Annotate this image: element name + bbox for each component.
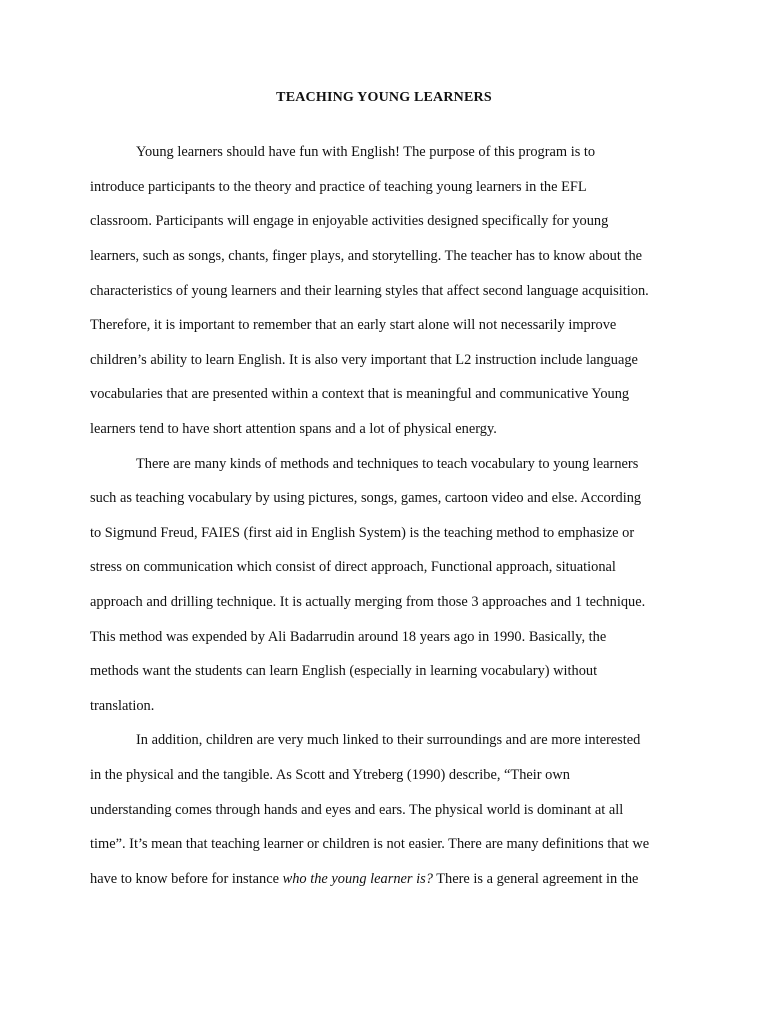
- text-line: This method was expended by Ali Badarrudin around 18 years ago in 1990. Basically, the: [90, 629, 607, 645]
- text-line: learners tend to have short attention spans and a lot of physical energy.: [90, 421, 497, 437]
- text-line: vocabularies that are presented within a context that is meaningful and communicative Young: [90, 386, 630, 402]
- text-line: methods want the students can learn English (especially in learning vocabulary) without: [90, 663, 598, 679]
- text-line: stress on communication which consist of direct approach, Functional approach, situational: [90, 559, 616, 575]
- text-line: characteristics of young learners and their learning styles that affect second language acquisition.: [90, 283, 649, 299]
- text-line: In addition, children are very much linked to their surroundings and are more interested: [136, 732, 641, 748]
- text-span: have to know before for instance: [90, 871, 283, 887]
- text-line: in the physical and the tangible. As Scott and Ytreberg (1990) describe, “Their own: [90, 767, 570, 783]
- document-title: TEACHING YOUNG LEARNERS: [276, 90, 492, 105]
- text-line: [90, 869, 638, 889]
- text-span: There is a general agreement in the: [432, 871, 639, 887]
- text-line: children’s ability to learn English. It is also very important that L2 instruction include language: [90, 352, 638, 368]
- text-line: time”. It’s mean that teaching learner or children is not easier. There are many definitions that we: [90, 836, 650, 852]
- text-line: Therefore, it is important to remember that an early start alone will not necessarily improve: [90, 317, 617, 333]
- text-line: approach and drilling technique. It is actually merging from those 3 approaches and 1 technique.: [90, 594, 646, 610]
- text-line: introduce participants to the theory and practice of teaching young learners in the EFL: [90, 179, 587, 195]
- text-line: There are many kinds of methods and techniques to teach vocabulary to young learners: [136, 456, 639, 472]
- text-line: such as teaching vocabulary by using pictures, songs, games, cartoon video and else. According: [90, 490, 642, 506]
- text-line: learners, such as songs, chants, finger plays, and storytelling. The teacher has to know about the: [90, 248, 643, 264]
- text-line: classroom. Participants will engage in enjoyable activities designed specifically for young: [90, 213, 609, 229]
- text-line: understanding comes through hands and eyes and ears. The physical world is dominant at all: [90, 802, 624, 818]
- text-line: to Sigmund Freud, FAIES (first aid in English System) is the teaching method to emphasize or: [90, 525, 635, 541]
- text-line: Young learners should have fun with English! The purpose of this program is to: [136, 144, 596, 160]
- italic-question: who the young learner is?: [282, 871, 433, 887]
- text-line: translation.: [90, 698, 155, 714]
